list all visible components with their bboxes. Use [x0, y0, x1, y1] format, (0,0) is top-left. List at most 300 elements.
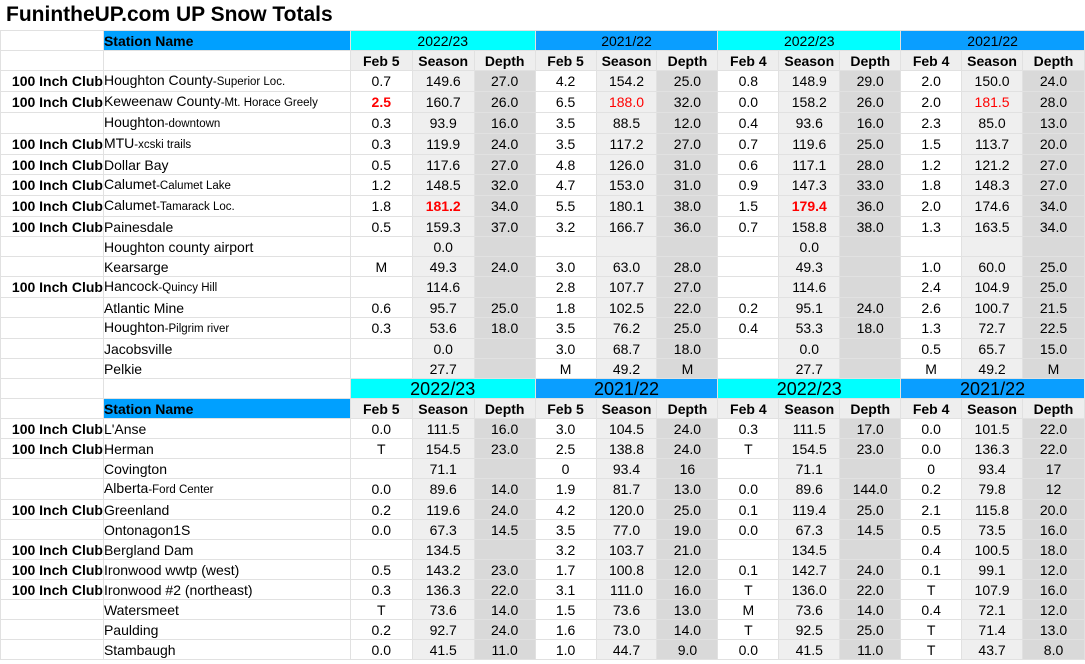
- value-cell[interactable]: 136.3: [962, 439, 1023, 459]
- value-cell[interactable]: 43.7: [962, 640, 1023, 660]
- value-cell[interactable]: 3.0: [535, 257, 596, 277]
- column-header[interactable]: Depth: [657, 51, 718, 71]
- value-cell[interactable]: 0.5: [350, 155, 412, 175]
- value-cell[interactable]: 114.6: [779, 277, 840, 298]
- value-cell[interactable]: 2.6: [901, 298, 962, 318]
- value-cell[interactable]: 181.2: [412, 196, 474, 217]
- value-cell[interactable]: 159.3: [412, 217, 474, 237]
- value-cell[interactable]: 20.0: [1023, 134, 1085, 155]
- value-cell[interactable]: 0.5: [901, 520, 962, 540]
- value-cell[interactable]: 95.1: [779, 298, 840, 318]
- value-cell[interactable]: 0.6: [350, 298, 412, 318]
- value-cell[interactable]: T: [350, 439, 412, 459]
- value-cell[interactable]: [718, 339, 779, 359]
- value-cell[interactable]: 144.0: [840, 479, 901, 500]
- station-name[interactable]: [103, 620, 350, 640]
- value-cell[interactable]: 26.0: [474, 92, 535, 113]
- value-cell[interactable]: 181.5: [962, 92, 1023, 113]
- value-cell[interactable]: [718, 237, 779, 257]
- season-label[interactable]: 2021/22: [535, 31, 718, 51]
- value-cell[interactable]: 37.0: [474, 217, 535, 237]
- value-cell[interactable]: 22.0: [1023, 419, 1085, 439]
- value-cell[interactable]: 0.5: [350, 217, 412, 237]
- club-badge[interactable]: [1, 359, 104, 379]
- value-cell[interactable]: 23.0: [474, 439, 535, 459]
- value-cell[interactable]: 31.0: [657, 175, 718, 196]
- value-cell[interactable]: 0.3: [718, 419, 779, 439]
- value-cell[interactable]: 16.0: [474, 113, 535, 134]
- value-cell[interactable]: 101.5: [962, 419, 1023, 439]
- value-cell[interactable]: 114.6: [412, 277, 474, 298]
- club-badge[interactable]: [1, 520, 104, 540]
- value-cell[interactable]: 28.0: [1023, 92, 1085, 113]
- station-name[interactable]: [103, 217, 350, 237]
- value-cell[interactable]: T: [901, 620, 962, 640]
- value-cell[interactable]: [350, 339, 412, 359]
- value-cell[interactable]: 22.0: [840, 580, 901, 600]
- value-cell[interactable]: 65.7: [962, 339, 1023, 359]
- value-cell[interactable]: [474, 359, 535, 379]
- value-cell[interactable]: 0.7: [718, 217, 779, 237]
- value-cell[interactable]: 16.0: [474, 419, 535, 439]
- station-name[interactable]: [103, 71, 350, 92]
- value-cell[interactable]: M: [535, 359, 596, 379]
- value-cell[interactable]: 188.0: [596, 92, 657, 113]
- value-cell[interactable]: 25.0: [657, 71, 718, 92]
- value-cell[interactable]: 0.0: [350, 640, 412, 660]
- station-name[interactable]: [103, 298, 350, 318]
- value-cell[interactable]: [474, 459, 535, 479]
- value-cell[interactable]: 148.9: [779, 71, 840, 92]
- value-cell[interactable]: 27.0: [1023, 155, 1085, 175]
- value-cell[interactable]: 93.4: [962, 459, 1023, 479]
- value-cell[interactable]: 1.8: [901, 175, 962, 196]
- value-cell[interactable]: 32.0: [474, 175, 535, 196]
- value-cell[interactable]: 36.0: [840, 196, 901, 217]
- value-cell[interactable]: 0.1: [718, 560, 779, 580]
- value-cell[interactable]: 71.1: [412, 459, 474, 479]
- blank-cell[interactable]: [1, 399, 104, 419]
- club-badge[interactable]: [1, 479, 104, 500]
- value-cell[interactable]: 119.4: [779, 500, 840, 520]
- value-cell[interactable]: [718, 277, 779, 298]
- value-cell[interactable]: 25.0: [1023, 257, 1085, 277]
- value-cell[interactable]: 24.0: [840, 298, 901, 318]
- value-cell[interactable]: [718, 459, 779, 479]
- value-cell[interactable]: [474, 277, 535, 298]
- value-cell[interactable]: 120.0: [596, 500, 657, 520]
- value-cell[interactable]: 107.9: [962, 580, 1023, 600]
- value-cell[interactable]: 148.5: [412, 175, 474, 196]
- column-header[interactable]: Season: [779, 51, 840, 71]
- value-cell[interactable]: 1.5: [901, 134, 962, 155]
- column-header[interactable]: Season: [962, 399, 1023, 419]
- value-cell[interactable]: 99.1: [962, 560, 1023, 580]
- value-cell[interactable]: 1.5: [535, 600, 596, 620]
- value-cell[interactable]: 67.3: [779, 520, 840, 540]
- value-cell[interactable]: 4.8: [535, 155, 596, 175]
- value-cell[interactable]: [840, 237, 901, 257]
- value-cell[interactable]: 0.0: [901, 439, 962, 459]
- club-badge[interactable]: [1, 298, 104, 318]
- value-cell[interactable]: 11.0: [474, 640, 535, 660]
- club-badge[interactable]: 100 Inch Club: [1, 71, 104, 92]
- value-cell[interactable]: 24.0: [657, 439, 718, 459]
- club-badge[interactable]: [1, 113, 104, 134]
- value-cell[interactable]: 2.5: [350, 92, 412, 113]
- station-name[interactable]: [103, 134, 350, 155]
- value-cell[interactable]: 17: [1023, 459, 1085, 479]
- value-cell[interactable]: 41.5: [779, 640, 840, 660]
- column-header[interactable]: Season: [596, 399, 657, 419]
- value-cell[interactable]: 111.5: [779, 419, 840, 439]
- station-name[interactable]: [103, 580, 350, 600]
- value-cell[interactable]: 1.8: [350, 196, 412, 217]
- value-cell[interactable]: 1.6: [535, 620, 596, 640]
- value-cell[interactable]: 3.0: [535, 419, 596, 439]
- value-cell[interactable]: 26.0: [840, 92, 901, 113]
- column-header[interactable]: Depth: [1023, 399, 1085, 419]
- value-cell[interactable]: 20.0: [1023, 500, 1085, 520]
- value-cell[interactable]: 150.0: [962, 71, 1023, 92]
- value-cell[interactable]: 0.0: [779, 339, 840, 359]
- value-cell[interactable]: 5.5: [535, 196, 596, 217]
- value-cell[interactable]: 27.0: [657, 134, 718, 155]
- value-cell[interactable]: T: [901, 640, 962, 660]
- value-cell[interactable]: 0.4: [901, 540, 962, 560]
- value-cell[interactable]: 136.3: [412, 580, 474, 600]
- value-cell[interactable]: 25.0: [474, 298, 535, 318]
- value-cell[interactable]: 0.4: [718, 113, 779, 134]
- value-cell[interactable]: 107.7: [596, 277, 657, 298]
- value-cell[interactable]: 73.6: [779, 600, 840, 620]
- value-cell[interactable]: [596, 237, 657, 257]
- value-cell[interactable]: 1.7: [535, 560, 596, 580]
- value-cell[interactable]: 14.0: [657, 620, 718, 640]
- value-cell[interactable]: 12.0: [657, 113, 718, 134]
- value-cell[interactable]: 100.5: [962, 540, 1023, 560]
- value-cell[interactable]: [350, 277, 412, 298]
- value-cell[interactable]: 104.5: [596, 419, 657, 439]
- blank-cell[interactable]: [103, 51, 350, 71]
- value-cell[interactable]: 154.2: [596, 71, 657, 92]
- value-cell[interactable]: 14.0: [474, 479, 535, 500]
- value-cell[interactable]: 3.5: [535, 134, 596, 155]
- value-cell[interactable]: 0.0: [718, 640, 779, 660]
- value-cell[interactable]: 0.0: [718, 520, 779, 540]
- value-cell[interactable]: 4.7: [535, 175, 596, 196]
- value-cell[interactable]: 158.2: [779, 92, 840, 113]
- value-cell[interactable]: 38.0: [840, 217, 901, 237]
- value-cell[interactable]: 148.3: [962, 175, 1023, 196]
- value-cell[interactable]: 2.5: [535, 439, 596, 459]
- value-cell[interactable]: 0.0: [412, 339, 474, 359]
- column-header[interactable]: Season: [412, 399, 474, 419]
- value-cell[interactable]: [350, 540, 412, 560]
- club-badge[interactable]: [1, 318, 104, 339]
- value-cell[interactable]: 2.3: [901, 113, 962, 134]
- value-cell[interactable]: 2.1: [901, 500, 962, 520]
- station-name[interactable]: [103, 175, 350, 196]
- value-cell[interactable]: T: [718, 580, 779, 600]
- value-cell[interactable]: 88.5: [596, 113, 657, 134]
- value-cell[interactable]: 3.1: [535, 580, 596, 600]
- value-cell[interactable]: 1.3: [901, 318, 962, 339]
- value-cell[interactable]: 134.5: [412, 540, 474, 560]
- station-name[interactable]: [103, 500, 350, 520]
- value-cell[interactable]: [535, 237, 596, 257]
- value-cell[interactable]: 0.7: [350, 71, 412, 92]
- value-cell[interactable]: 16: [657, 459, 718, 479]
- value-cell[interactable]: 113.7: [962, 134, 1023, 155]
- season-label[interactable]: 2022/23: [718, 379, 901, 399]
- value-cell[interactable]: 14.0: [840, 600, 901, 620]
- value-cell[interactable]: 3.5: [535, 113, 596, 134]
- value-cell[interactable]: 93.6: [779, 113, 840, 134]
- value-cell[interactable]: 1.2: [901, 155, 962, 175]
- station-name[interactable]: [103, 359, 350, 379]
- value-cell[interactable]: 25.0: [840, 620, 901, 640]
- column-header[interactable]: Season: [779, 399, 840, 419]
- station-name[interactable]: [103, 237, 350, 257]
- value-cell[interactable]: 14.0: [474, 600, 535, 620]
- value-cell[interactable]: [657, 237, 718, 257]
- value-cell[interactable]: 0.3: [350, 580, 412, 600]
- value-cell[interactable]: [901, 237, 962, 257]
- value-cell[interactable]: 25.0: [657, 500, 718, 520]
- value-cell[interactable]: 119.9: [412, 134, 474, 155]
- value-cell[interactable]: 72.1: [962, 600, 1023, 620]
- station-name[interactable]: [103, 196, 350, 217]
- value-cell[interactable]: 21.0: [657, 540, 718, 560]
- value-cell[interactable]: 154.5: [779, 439, 840, 459]
- value-cell[interactable]: 89.6: [779, 479, 840, 500]
- value-cell[interactable]: 31.0: [657, 155, 718, 175]
- value-cell[interactable]: 0.0: [718, 92, 779, 113]
- value-cell[interactable]: 134.5: [779, 540, 840, 560]
- value-cell[interactable]: 14.5: [474, 520, 535, 540]
- value-cell[interactable]: 0.3: [350, 318, 412, 339]
- value-cell[interactable]: 15.0: [1023, 339, 1085, 359]
- club-badge[interactable]: 100 Inch Club: [1, 155, 104, 175]
- value-cell[interactable]: [474, 237, 535, 257]
- value-cell[interactable]: 3.2: [535, 217, 596, 237]
- value-cell[interactable]: 12: [1023, 479, 1085, 500]
- column-header[interactable]: Depth: [474, 399, 535, 419]
- value-cell[interactable]: 154.5: [412, 439, 474, 459]
- station-name[interactable]: [103, 419, 350, 439]
- value-cell[interactable]: 16.0: [1023, 520, 1085, 540]
- value-cell[interactable]: 27.7: [779, 359, 840, 379]
- value-cell[interactable]: 24.0: [474, 500, 535, 520]
- value-cell[interactable]: 100.8: [596, 560, 657, 580]
- value-cell[interactable]: 0.0: [779, 237, 840, 257]
- value-cell[interactable]: 0.9: [718, 175, 779, 196]
- value-cell[interactable]: 18.0: [474, 318, 535, 339]
- column-header[interactable]: Depth: [840, 399, 901, 419]
- value-cell[interactable]: 92.5: [779, 620, 840, 640]
- station-name[interactable]: [103, 339, 350, 359]
- club-badge[interactable]: 100 Inch Club: [1, 134, 104, 155]
- value-cell[interactable]: 0.3: [350, 113, 412, 134]
- value-cell[interactable]: 79.8: [962, 479, 1023, 500]
- value-cell[interactable]: 13.0: [1023, 620, 1085, 640]
- value-cell[interactable]: [350, 459, 412, 479]
- value-cell[interactable]: 0.4: [901, 600, 962, 620]
- value-cell[interactable]: M: [901, 359, 962, 379]
- value-cell[interactable]: 63.0: [596, 257, 657, 277]
- value-cell[interactable]: 22.0: [657, 298, 718, 318]
- value-cell[interactable]: 4.2: [535, 71, 596, 92]
- value-cell[interactable]: 14.5: [840, 520, 901, 540]
- value-cell[interactable]: 24.0: [474, 134, 535, 155]
- value-cell[interactable]: 71.1: [779, 459, 840, 479]
- column-header[interactable]: Depth: [840, 51, 901, 71]
- value-cell[interactable]: [840, 459, 901, 479]
- value-cell[interactable]: 0.6: [718, 155, 779, 175]
- value-cell[interactable]: 73.0: [596, 620, 657, 640]
- value-cell[interactable]: [718, 257, 779, 277]
- value-cell[interactable]: 12.0: [1023, 600, 1085, 620]
- club-badge[interactable]: [1, 237, 104, 257]
- value-cell[interactable]: 81.7: [596, 479, 657, 500]
- value-cell[interactable]: 143.2: [412, 560, 474, 580]
- value-cell[interactable]: 73.5: [962, 520, 1023, 540]
- value-cell[interactable]: 24.0: [657, 419, 718, 439]
- value-cell[interactable]: 0.3: [350, 134, 412, 155]
- station-name[interactable]: [103, 520, 350, 540]
- value-cell[interactable]: 25.0: [657, 318, 718, 339]
- value-cell[interactable]: 49.2: [962, 359, 1023, 379]
- value-cell[interactable]: 28.0: [840, 155, 901, 175]
- value-cell[interactable]: 147.3: [779, 175, 840, 196]
- station-name[interactable]: [103, 640, 350, 660]
- value-cell[interactable]: 85.0: [962, 113, 1023, 134]
- value-cell[interactable]: 38.0: [657, 196, 718, 217]
- column-header[interactable]: Depth: [1023, 51, 1085, 71]
- value-cell[interactable]: 53.6: [412, 318, 474, 339]
- value-cell[interactable]: 0.0: [412, 237, 474, 257]
- column-header[interactable]: Season: [596, 51, 657, 71]
- value-cell[interactable]: 16.0: [840, 113, 901, 134]
- value-cell[interactable]: 25.0: [840, 134, 901, 155]
- value-cell[interactable]: 24.0: [474, 620, 535, 640]
- value-cell[interactable]: [840, 257, 901, 277]
- value-cell[interactable]: T: [718, 620, 779, 640]
- value-cell[interactable]: 0.4: [718, 318, 779, 339]
- value-cell[interactable]: 136.0: [779, 580, 840, 600]
- value-cell[interactable]: [474, 540, 535, 560]
- blank-cell[interactable]: [103, 379, 350, 399]
- value-cell[interactable]: 27.0: [474, 155, 535, 175]
- value-cell[interactable]: M: [657, 359, 718, 379]
- value-cell[interactable]: 163.5: [962, 217, 1023, 237]
- value-cell[interactable]: [1023, 237, 1085, 257]
- value-cell[interactable]: 138.8: [596, 439, 657, 459]
- club-badge[interactable]: 100 Inch Club: [1, 277, 104, 298]
- value-cell[interactable]: 11.0: [840, 640, 901, 660]
- value-cell[interactable]: [474, 339, 535, 359]
- value-cell[interactable]: 0.2: [718, 298, 779, 318]
- value-cell[interactable]: 32.0: [657, 92, 718, 113]
- value-cell[interactable]: 93.9: [412, 113, 474, 134]
- value-cell[interactable]: 92.7: [412, 620, 474, 640]
- value-cell[interactable]: 27.0: [657, 277, 718, 298]
- value-cell[interactable]: 12.0: [1023, 560, 1085, 580]
- value-cell[interactable]: 174.6: [962, 196, 1023, 217]
- value-cell[interactable]: [840, 339, 901, 359]
- value-cell[interactable]: 102.5: [596, 298, 657, 318]
- value-cell[interactable]: 34.0: [1023, 217, 1085, 237]
- blank-cell[interactable]: [1, 31, 104, 51]
- station-name[interactable]: [103, 560, 350, 580]
- station-name[interactable]: [103, 540, 350, 560]
- value-cell[interactable]: 0.8: [718, 71, 779, 92]
- value-cell[interactable]: 73.6: [412, 600, 474, 620]
- value-cell[interactable]: 3.5: [535, 520, 596, 540]
- value-cell[interactable]: 111.5: [412, 419, 474, 439]
- station-name[interactable]: [103, 257, 350, 277]
- value-cell[interactable]: 0.0: [718, 479, 779, 500]
- value-cell[interactable]: 166.7: [596, 217, 657, 237]
- value-cell[interactable]: T: [901, 580, 962, 600]
- value-cell[interactable]: 73.6: [596, 600, 657, 620]
- club-badge[interactable]: 100 Inch Club: [1, 92, 104, 113]
- station-name[interactable]: [103, 459, 350, 479]
- season-label[interactable]: 2021/22: [901, 31, 1085, 51]
- station-name[interactable]: [103, 92, 350, 113]
- column-header[interactable]: Feb 4: [901, 51, 962, 71]
- column-header[interactable]: Season: [962, 51, 1023, 71]
- value-cell[interactable]: 17.0: [840, 419, 901, 439]
- value-cell[interactable]: 111.0: [596, 580, 657, 600]
- value-cell[interactable]: 142.7: [779, 560, 840, 580]
- value-cell[interactable]: 2.4: [901, 277, 962, 298]
- value-cell[interactable]: M: [350, 257, 412, 277]
- column-header[interactable]: Feb 5: [350, 399, 412, 419]
- value-cell[interactable]: 28.0: [657, 257, 718, 277]
- value-cell[interactable]: 1.0: [535, 640, 596, 660]
- season-label[interactable]: 2022/23: [718, 31, 901, 51]
- value-cell[interactable]: 49.3: [412, 257, 474, 277]
- season-label[interactable]: 2021/22: [535, 379, 718, 399]
- value-cell[interactable]: 93.4: [596, 459, 657, 479]
- value-cell[interactable]: 25.0: [840, 500, 901, 520]
- value-cell[interactable]: 2.0: [901, 196, 962, 217]
- value-cell[interactable]: 117.1: [779, 155, 840, 175]
- value-cell[interactable]: 126.0: [596, 155, 657, 175]
- value-cell[interactable]: 22.0: [1023, 439, 1085, 459]
- value-cell[interactable]: 16.0: [1023, 580, 1085, 600]
- club-badge[interactable]: [1, 640, 104, 660]
- value-cell[interactable]: 23.0: [474, 560, 535, 580]
- value-cell[interactable]: M: [718, 600, 779, 620]
- value-cell[interactable]: 21.5: [1023, 298, 1085, 318]
- value-cell[interactable]: 95.7: [412, 298, 474, 318]
- value-cell[interactable]: 3.5: [535, 318, 596, 339]
- value-cell[interactable]: 71.4: [962, 620, 1023, 640]
- value-cell[interactable]: 0.2: [350, 500, 412, 520]
- value-cell[interactable]: 24.0: [474, 257, 535, 277]
- value-cell[interactable]: 2.0: [901, 71, 962, 92]
- club-badge[interactable]: 100 Inch Club: [1, 500, 104, 520]
- value-cell[interactable]: 0.1: [718, 500, 779, 520]
- value-cell[interactable]: [718, 359, 779, 379]
- value-cell[interactable]: 12.0: [657, 560, 718, 580]
- value-cell[interactable]: T: [718, 439, 779, 459]
- value-cell[interactable]: 13.0: [657, 600, 718, 620]
- value-cell[interactable]: T: [350, 600, 412, 620]
